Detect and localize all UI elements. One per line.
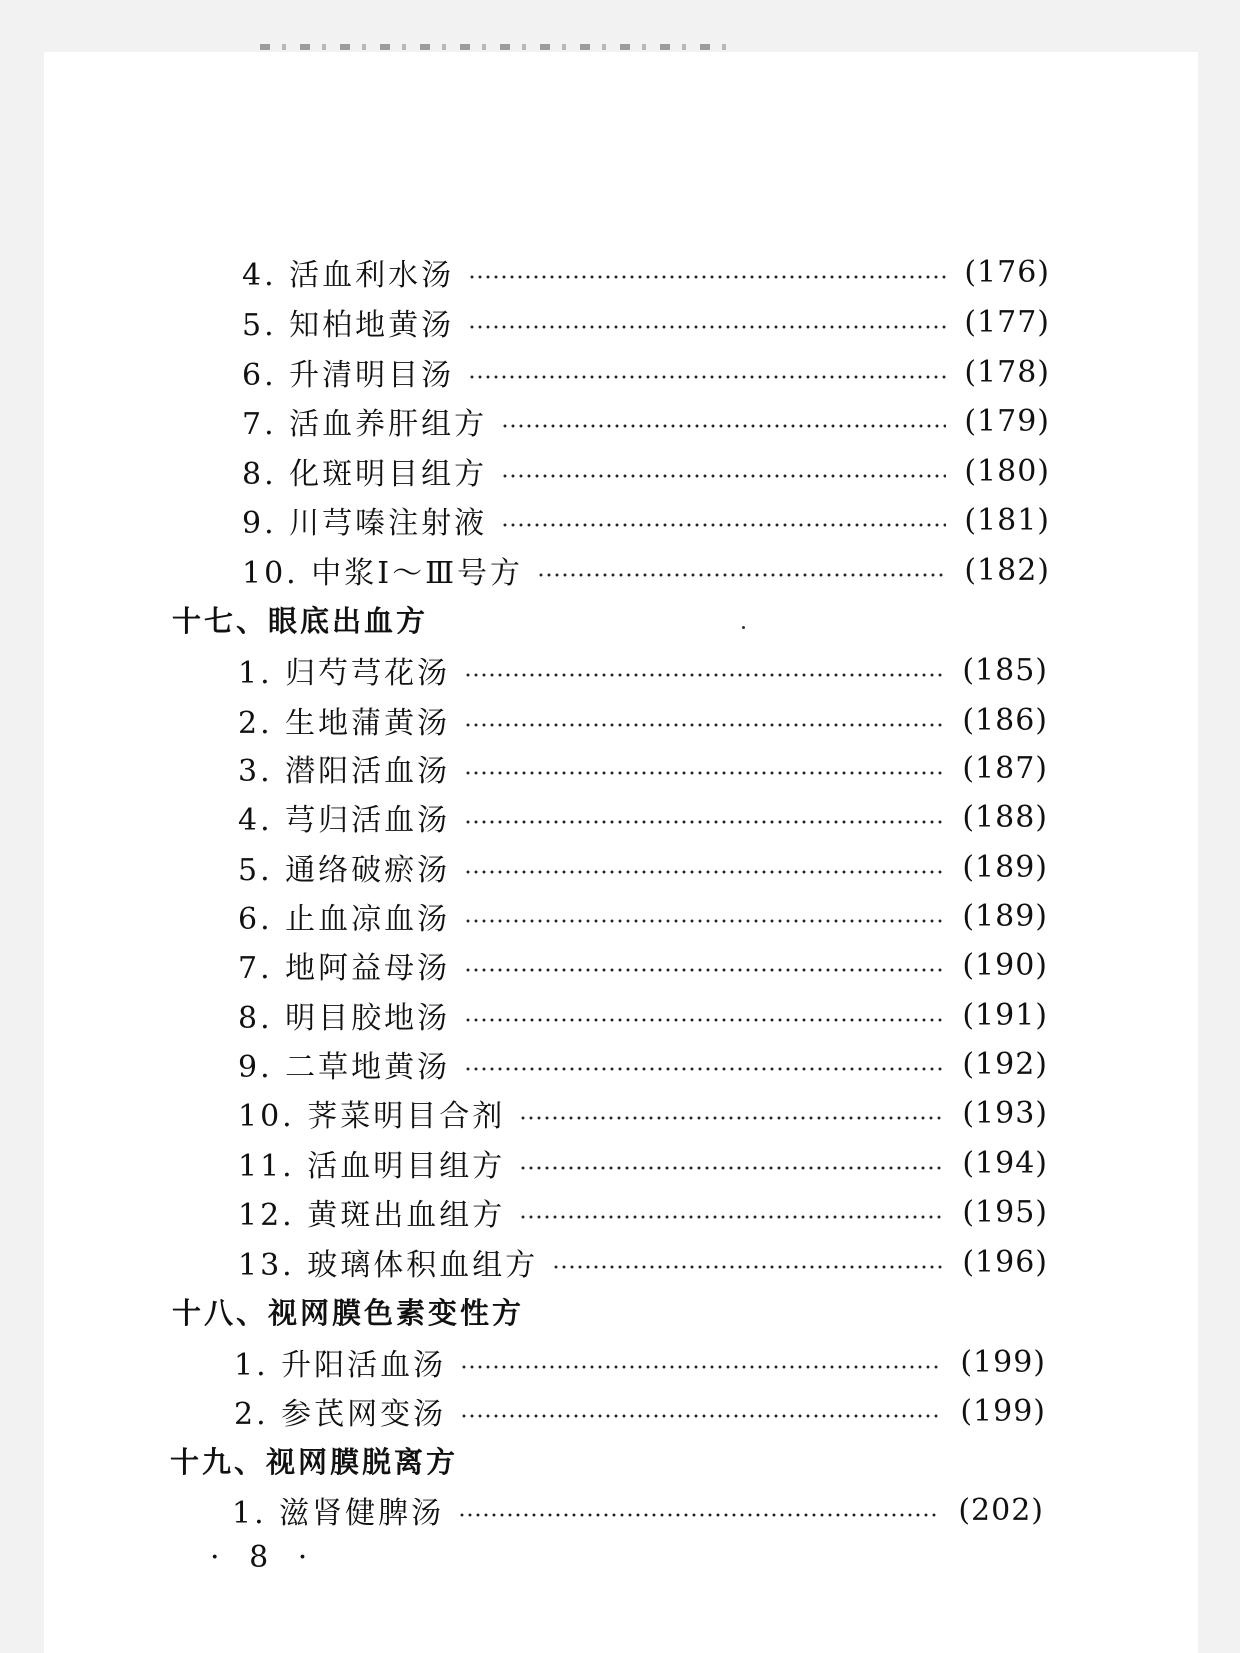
entry-page: (188) [962,799,1048,835]
dot-leader [464,868,944,876]
entry-page: (189) [962,898,1048,934]
toc-entry[interactable] [242,352,1050,392]
entry-title: 10. 中浆Ⅰ～Ⅲ号方 [242,556,524,591]
dot-leader [460,1363,942,1371]
entry-title: 8. 化斑明目组方 [242,457,488,492]
entry-title: 10. 荠菜明目合剂 [238,1099,506,1134]
dot-leader [501,422,946,430]
entry-page: (177) [964,304,1050,340]
toc-entry[interactable] [242,500,1050,540]
dot-leader [460,1412,942,1420]
entry-page: (202) [958,1492,1044,1528]
dot-leader [464,671,944,679]
toc-entry[interactable] [238,748,1048,788]
toc-entry[interactable] [238,1093,1048,1133]
entry-title: 5. 通络破瘀汤 [238,853,451,888]
toc-entry[interactable] [238,1143,1048,1183]
dot-leader [552,1263,944,1271]
dot-leader [464,721,944,729]
entry-page: (192) [962,1046,1048,1082]
entry-page: (186) [962,702,1048,738]
dot-leader [501,521,946,529]
entry-title: 2. 参芪网变汤 [234,1397,447,1432]
dot-leader [464,1016,944,1024]
entry-page: (190) [962,947,1048,983]
toc-entry[interactable] [238,700,1048,740]
dot-leader [464,769,944,777]
entry-title: 13. 玻璃体积血组方 [238,1248,539,1283]
entry-title: 4. 活血利水汤 [242,258,455,293]
entry-page: (199) [960,1393,1046,1429]
dot-leader [464,966,944,974]
toc-entry[interactable] [238,1192,1048,1232]
entry-page: (199) [960,1344,1046,1380]
dot-leader [464,917,944,925]
entry-page: (180) [964,453,1050,489]
entry-title: 7. 地阿益母汤 [238,951,451,986]
entry-page: (178) [964,354,1050,390]
entry-title: 11. 活血明目组方 [238,1149,506,1184]
section-heading: 十九、视网膜脱离方 [170,1444,459,1479]
toc-entry[interactable] [242,401,1050,441]
toc-entry[interactable] [238,797,1048,837]
dot-leader [501,472,946,480]
entry-page: (194) [962,1145,1048,1181]
entry-title: 3. 潜阳活血汤 [238,754,451,789]
dot-leader [519,1213,944,1221]
toc-entry[interactable] [242,252,1050,292]
toc-entry[interactable] [238,847,1048,887]
dot-leader [468,273,946,281]
dot-leader [537,571,946,579]
entry-title: 6. 升清明目汤 [242,358,455,393]
entry-page: (189) [962,849,1048,885]
dot-leader [519,1114,944,1122]
entry-page: (185) [962,652,1048,688]
toc-entry[interactable] [242,550,1050,590]
toc-entry[interactable] [234,1342,1046,1382]
entry-title: 7. 活血养肝组方 [242,407,488,442]
entry-page: (195) [962,1194,1048,1230]
toc-entry[interactable] [232,1490,1044,1530]
dot-leader [519,1164,944,1172]
entry-page: (191) [962,997,1048,1033]
entry-title: 8. 明目胶地汤 [238,1001,451,1036]
toc-entry[interactable] [234,1391,1046,1431]
entry-page: (182) [964,552,1050,588]
dot-leader [464,818,944,826]
toc-entry[interactable] [238,995,1048,1035]
scan-speck [742,626,745,629]
entry-title: 1. 滋肾健脾汤 [232,1496,445,1531]
toc-entry[interactable] [238,1242,1048,1282]
entry-title: 4. 芎归活血汤 [238,803,451,838]
entry-page: (196) [962,1244,1048,1280]
toc-entry[interactable] [238,896,1048,936]
page-number: · 8 · [210,1540,318,1575]
entry-title: 9. 川芎嗪注射液 [242,506,488,541]
entry-page: (193) [962,1095,1048,1131]
entry-title: 6. 止血凉血汤 [238,902,451,937]
entry-title: 5. 知柏地黄汤 [242,308,455,343]
toc-entry[interactable] [238,945,1048,985]
section-heading: 十七、眼底出血方 [172,603,429,638]
entry-title: 1. 归芍芎花汤 [238,656,451,691]
entry-page: (187) [962,750,1048,786]
entry-title: 9. 二草地黄汤 [238,1050,451,1085]
dot-leader [468,323,946,331]
entry-title: 1. 升阳活血汤 [234,1348,447,1383]
entry-page: (179) [964,403,1050,439]
dot-leader [464,1065,944,1073]
dot-leader [458,1511,940,1519]
entry-title: 12. 黄斑出血组方 [238,1198,506,1233]
entry-page: (176) [964,254,1050,290]
toc-entry[interactable] [242,302,1050,342]
toc-entry[interactable] [238,650,1048,690]
dot-leader [468,373,946,381]
entry-title: 2. 生地蒲黄汤 [238,706,451,741]
entry-page: (181) [964,502,1050,538]
toc-entry[interactable] [242,451,1050,491]
toc-entry[interactable] [238,1044,1048,1084]
section-heading: 十八、视网膜色素变性方 [172,1295,525,1330]
